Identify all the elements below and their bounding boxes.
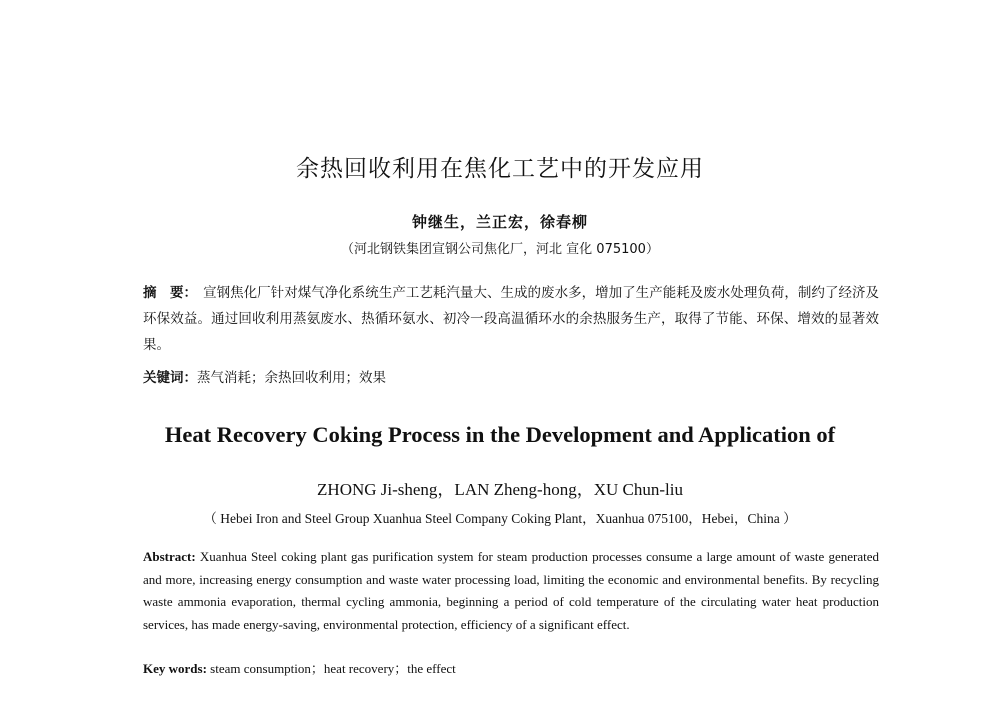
chinese-abstract-text: 宣钢焦化厂针对煤气净化系统生产工艺耗汽量大、生成的废水多，增加了生产能耗及废水处理负荷，制约了经济及环保效益。通过回收利用蒸氨废水、热循环氨水、初冷一段高温循环水的余热服务生产，取得了节能、环保、增效的显著效果。 [143,285,880,353]
chinese-keywords [143,366,879,386]
chinese-abstract [143,280,879,358]
english-keywords-text: steam consumption；heat recovery；the effect [210,661,456,676]
english-abstract-label: Abstract: [143,549,196,564]
english-abstract-text: Xuanhua Steel coking plant gas purification system for steam production processes consume a large amount of waste generated and more, increasing energy consumption and waste water processing load, limiting the economic and environmental benefits. By recycling waste ammonia evaporation, thermal cycling ammonia, beginning a period of cold temperature of the circulating water heat production services, has made energy-saving, environmental protection, efficiency of a significant effect. [143,549,879,632]
chinese-affiliation: （河北钢铁集团宣钢公司焦化厂，河北 宣化 075100） [341,242,659,257]
chinese-keywords-label: 关键词： [143,370,197,386]
chinese-abstract-label: 摘 要： [143,285,198,301]
english-keywords [143,658,879,677]
english-authors: ZHONG Ji-sheng，LAN Zheng-hong，XU Chun-liu [317,480,683,499]
english-affiliation: （ Hebei Iron and Steel Group Xuanhua Steel Company Coking Plant，Xuanhua 075100，Hebei，China ） [203,511,797,526]
chinese-keywords-text: 蒸气消耗；余热回收利用；效果 [197,370,386,386]
english-title: Heat Recovery Coking Process in the Development and Application of [164,422,836,447]
english-abstract [143,546,879,636]
chinese-authors: 钟继生，兰正宏，徐春柳 [411,213,588,231]
chinese-title: 余热回收利用在焦化工艺中的开发应用 [296,156,704,182]
english-keywords-label: Key words: [143,661,207,676]
